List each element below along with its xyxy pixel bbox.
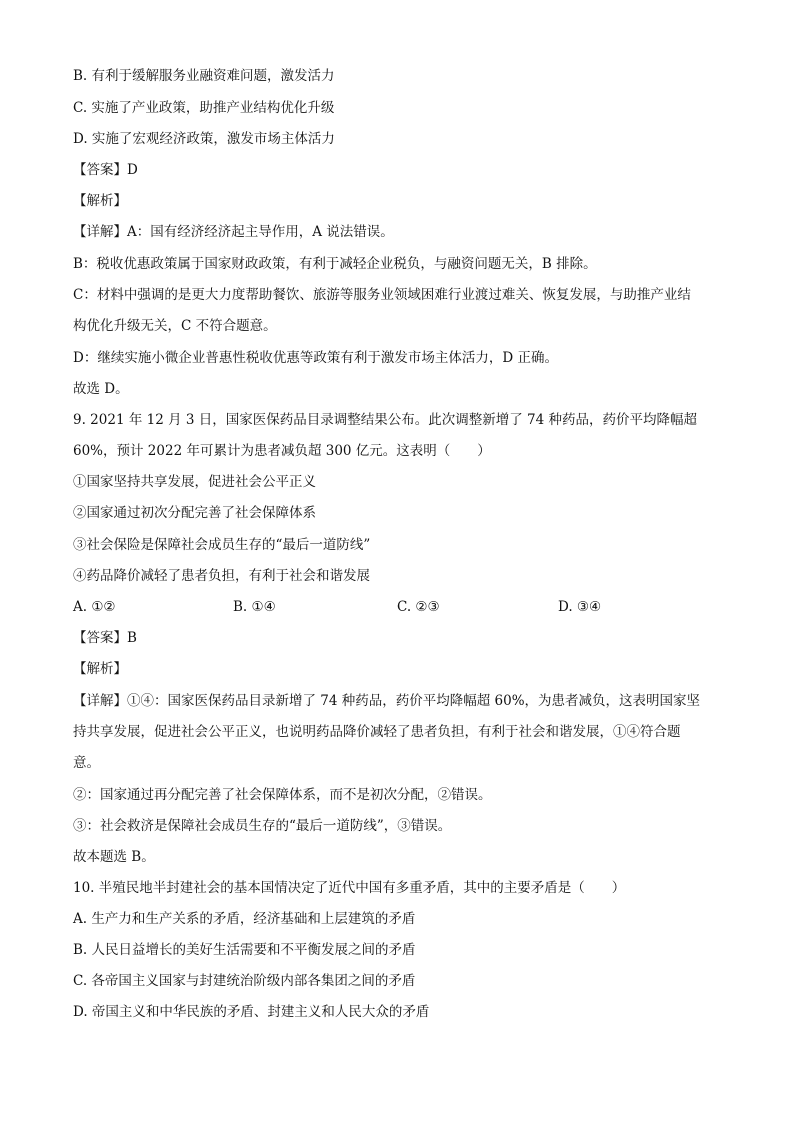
option-c-prev-question: C. 实施了产业政策，助推产业结构优化升级	[73, 100, 335, 116]
option-c: C. ②③	[397, 599, 440, 615]
conclusion-text: 故本题选 B。	[73, 849, 155, 865]
detail-text: ③：社会救济是保障社会成员生存的“最后一道防线”，③错误。	[73, 818, 452, 834]
question-10-stem: 10. 半殖民地半封建社会的基本国情决定了近代中国有多重矛盾，其中的主要矛盾是（ ）	[73, 880, 626, 896]
statement-item: ③社会保险是保障社会成员生存的“最后一道防线”	[73, 537, 371, 553]
conclusion-text: 故选 D。	[73, 381, 129, 397]
answer-label: 【答案】D	[73, 162, 138, 178]
analysis-label: 【解析】	[73, 661, 127, 677]
option-b: B. 人民日益增长的美好生活需要和不平衡发展之间的矛盾	[73, 942, 416, 958]
statement-item: ①国家坚持共享发展，促进社会公平正义	[73, 474, 316, 490]
option-c: C. 各帝国主义国家与封建统治阶级内部各集团之间的矛盾	[73, 973, 416, 989]
analysis-label: 【解析】	[73, 193, 127, 209]
detail-text: 【详解】①④：国家医保药品目录新增了 74 种药品，药价平均降幅超 60%，为患者减负，这表明国家坚	[73, 693, 701, 709]
option-d-prev-question: D. 实施了宏观经济政策，激发市场主体活力	[73, 131, 335, 147]
option-d: D. ③④	[558, 599, 602, 615]
detail-text: 构优化升级无关，C 不符合题意。	[73, 318, 277, 334]
detail-text: 【详解】A：国有经济经济起主导作用，A 说法错误。	[73, 224, 394, 240]
detail-text: ②：国家通过再分配完善了社会保障体系，而不是初次分配，②错误。	[73, 787, 492, 803]
statement-item: ②国家通过初次分配完善了社会保障体系	[73, 505, 316, 521]
question-9-stem: 60%，预计 2022 年可累计为患者减负超 300 亿元。这表明（ ）	[73, 443, 491, 459]
option-b-prev-question: B. 有利于缓解服务业融资难问题，激发活力	[73, 68, 335, 84]
detail-text: 意。	[73, 755, 100, 771]
option-a: A. 生产力和生产关系的矛盾，经济基础和上层建筑的矛盾	[73, 911, 416, 927]
detail-text: B：税收优惠政策属于国家财政政策，有利于减轻企业税负，与融资问题无关，B 排除。	[73, 256, 597, 272]
option-d: D. 帝国主义和中华民族的矛盾、封建主义和人民大众的矛盾	[73, 1004, 430, 1020]
option-a: A. ①②	[73, 599, 116, 615]
question-9-options	[73, 597, 713, 617]
detail-text: C：材料中强调的是更大力度帮助餐饮、旅游等服务业领域困难行业渡过难关、恢复发展，与助推产业结	[73, 287, 691, 303]
detail-text: D：继续实施小微企业普惠性税收优惠等政策有利于激发市场主体活力，D 正确。	[73, 350, 558, 366]
option-b: B. ①④	[233, 599, 276, 615]
detail-text: 持共享发展，促进社会公平正义，也说明药品降价减轻了患者负担，有利于社会和谐发展，①④符合题	[73, 724, 681, 740]
question-9-stem: 9. 2021 年 12 月 3 日，国家医保药品目录调整结果公布。此次调整新增了 74 种药品，药价平均降幅超	[73, 412, 698, 428]
answer-label: 【答案】B	[73, 630, 137, 646]
statement-item: ④药品降价减轻了患者负担，有利于社会和谐发展	[73, 568, 370, 584]
